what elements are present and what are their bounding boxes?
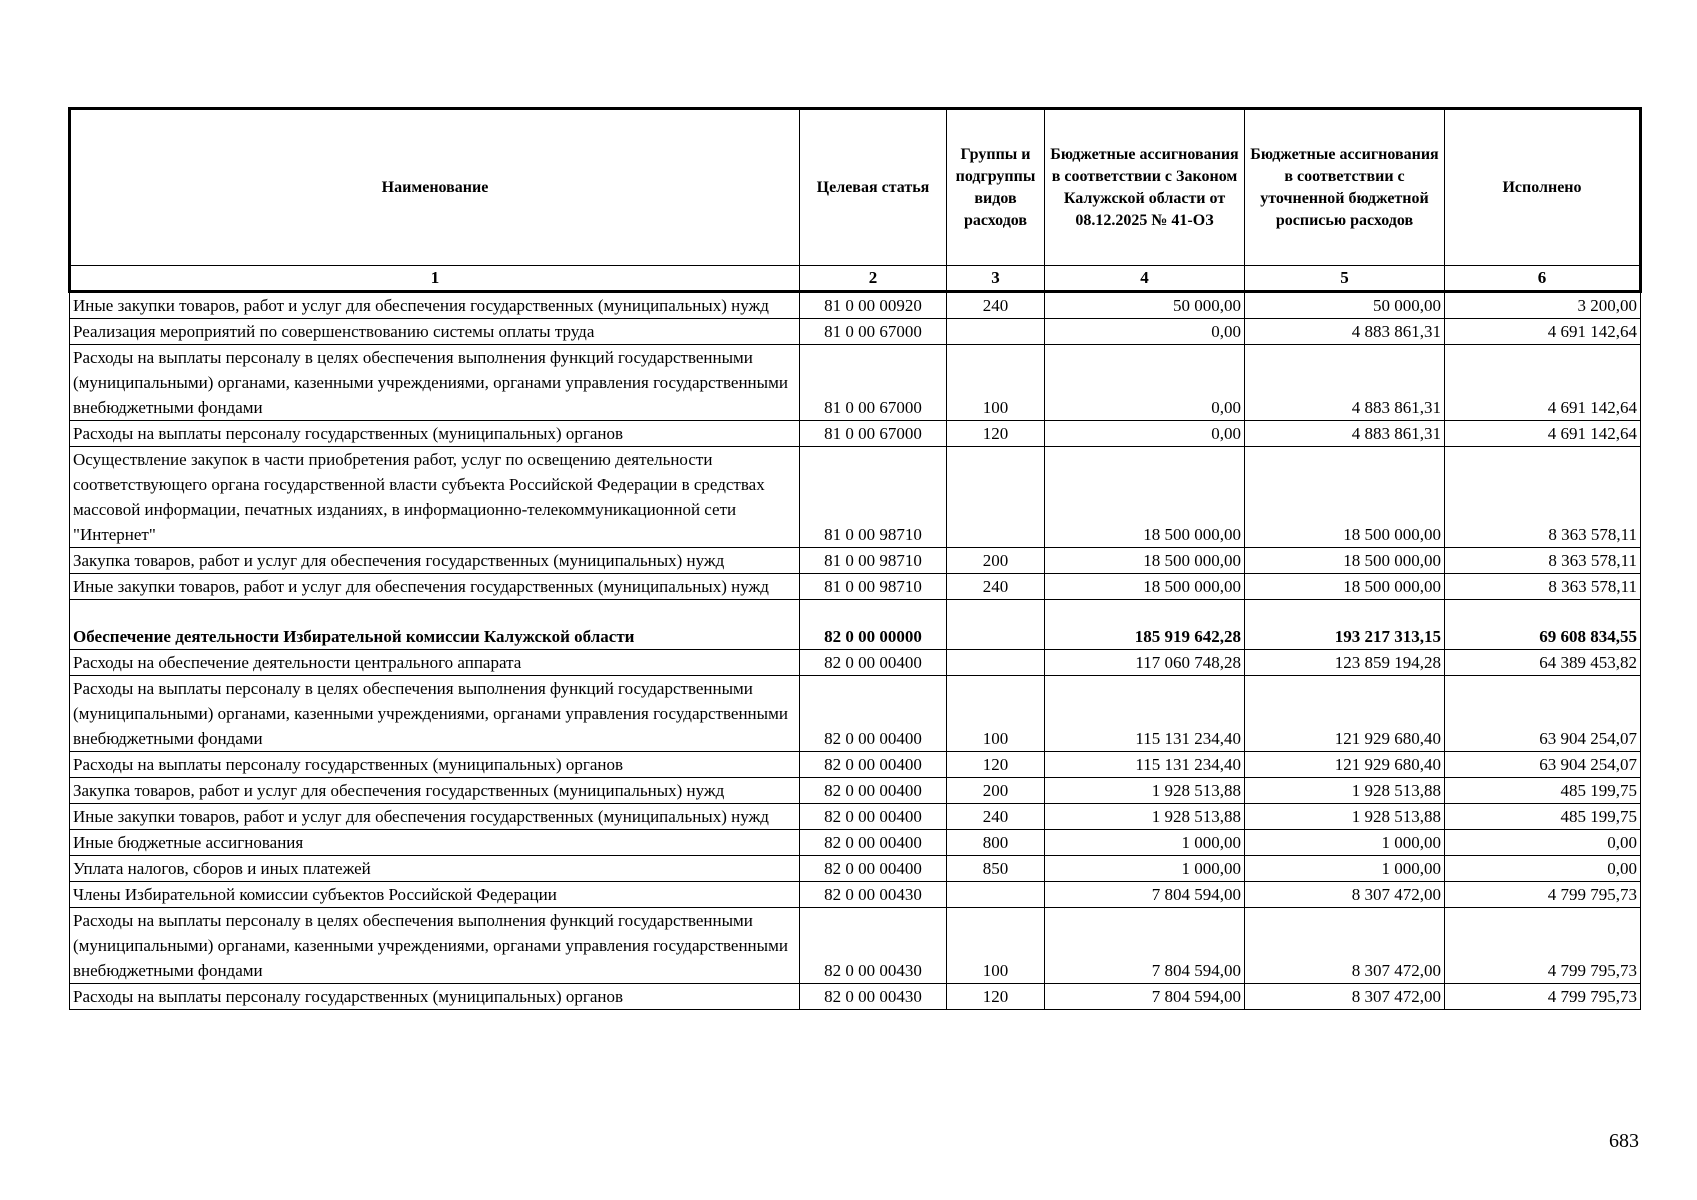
row-executed: 63 904 254,07 (1445, 676, 1641, 752)
row-law-allocation: 7 804 594,00 (1045, 882, 1245, 908)
row-revised-allocation: 18 500 000,00 (1245, 548, 1445, 574)
row-revised-allocation: 123 859 194,28 (1245, 650, 1445, 676)
table-row (70, 882, 1641, 908)
table-row (70, 752, 1641, 778)
row-executed: 4 691 142,64 (1445, 319, 1641, 345)
row-name: Закупка товаров, работ и услуг для обеспечения государственных (муниципальных) нужд (70, 778, 800, 804)
row-law-allocation: 50 000,00 (1045, 292, 1245, 319)
row-expense-group (947, 447, 1045, 548)
row-name: Расходы на выплаты персоналу государственных (муниципальных) органов (70, 421, 800, 447)
row-law-allocation: 7 804 594,00 (1045, 984, 1245, 1010)
row-target-article: 81 0 00 98710 (800, 447, 947, 548)
row-revised-allocation: 18 500 000,00 (1245, 447, 1445, 548)
row-law-allocation: 1 000,00 (1045, 856, 1245, 882)
row-law-allocation: 7 804 594,00 (1045, 908, 1245, 984)
row-expense-group (947, 650, 1045, 676)
row-law-allocation: 115 131 234,40 (1045, 752, 1245, 778)
row-executed: 4 691 142,64 (1445, 421, 1641, 447)
table-row (70, 804, 1641, 830)
row-executed: 4 691 142,64 (1445, 345, 1641, 421)
table-row (70, 830, 1641, 856)
row-name: Иные закупки товаров, работ и услуг для обеспечения государственных (муниципальных) нужд (70, 574, 800, 600)
row-target-article: 82 0 00 00400 (800, 856, 947, 882)
row-name: Расходы на выплаты персоналу в целях обеспечения выполнения функций государственными (муниципальными) органами, казенными учреждениями, органами управления государственными внебюджетными фондами (70, 908, 800, 984)
column-number: 4 (1045, 266, 1245, 292)
row-executed: 485 199,75 (1445, 804, 1641, 830)
row-revised-allocation: 4 883 861,31 (1245, 319, 1445, 345)
row-executed: 485 199,75 (1445, 778, 1641, 804)
row-target-article: 82 0 00 00430 (800, 908, 947, 984)
column-number: 1 (70, 266, 800, 292)
row-target-article: 81 0 00 67000 (800, 345, 947, 421)
budget-table-sheet (68, 107, 1639, 1010)
row-revised-allocation: 18 500 000,00 (1245, 574, 1445, 600)
column-number: 2 (800, 266, 947, 292)
row-target-article: 82 0 00 00400 (800, 752, 947, 778)
header-name: Наименование (70, 109, 800, 266)
header-expense-groups: Группы и подгруппы видов расходов (947, 109, 1045, 266)
row-revised-allocation: 121 929 680,40 (1245, 676, 1445, 752)
row-revised-allocation: 1 000,00 (1245, 856, 1445, 882)
row-target-article: 81 0 00 00920 (800, 292, 947, 319)
row-law-allocation: 18 500 000,00 (1045, 548, 1245, 574)
row-name: Реализация мероприятий по совершенствованию системы оплаты труда (70, 319, 800, 345)
column-number: 3 (947, 266, 1045, 292)
row-name: Расходы на выплаты персоналу в целях обеспечения выполнения функций государственными (муниципальными) органами, казенными учреждениями, органами управления государственными внебюджетными фондами (70, 345, 800, 421)
row-expense-group: 240 (947, 804, 1045, 830)
row-executed: 4 799 795,73 (1445, 908, 1641, 984)
row-revised-allocation: 4 883 861,31 (1245, 345, 1445, 421)
row-expense-group: 240 (947, 574, 1045, 600)
table-row (70, 778, 1641, 804)
table-row (70, 345, 1641, 421)
row-name: Иные закупки товаров, работ и услуг для обеспечения государственных (муниципальных) нужд (70, 804, 800, 830)
row-executed: 0,00 (1445, 830, 1641, 856)
row-target-article: 82 0 00 00400 (800, 778, 947, 804)
row-revised-allocation: 50 000,00 (1245, 292, 1445, 319)
table-row (70, 548, 1641, 574)
row-name: Расходы на обеспечение деятельности центрального аппарата (70, 650, 800, 676)
page-number: 683 (1609, 1130, 1639, 1152)
row-expense-group (947, 882, 1045, 908)
row-executed: 4 799 795,73 (1445, 984, 1641, 1010)
row-expense-group (947, 600, 1045, 650)
table-row (70, 319, 1641, 345)
row-revised-allocation: 1 928 513,88 (1245, 804, 1445, 830)
header-law-allocations: Бюджетные ассигнования в соответствии с Законом Калужской области от 08.12.2025 № 41-ОЗ (1045, 109, 1245, 266)
budget-execution-table (68, 107, 1642, 1010)
row-executed: 8 363 578,11 (1445, 447, 1641, 548)
table-row (70, 676, 1641, 752)
row-target-article: 82 0 00 00400 (800, 804, 947, 830)
row-name: Расходы на выплаты персоналу в целях обеспечения выполнения функций государственными (муниципальными) органами, казенными учреждениями, органами управления государственными внебюджетными фондами (70, 676, 800, 752)
row-name: Закупка товаров, работ и услуг для обеспечения государственных (муниципальных) нужд (70, 548, 800, 574)
row-revised-allocation: 8 307 472,00 (1245, 908, 1445, 984)
row-expense-group: 800 (947, 830, 1045, 856)
table-header (70, 109, 1641, 292)
row-target-article: 82 0 00 00400 (800, 676, 947, 752)
row-target-article: 82 0 00 00000 (800, 600, 947, 650)
row-law-allocation: 1 928 513,88 (1045, 804, 1245, 830)
row-target-article: 82 0 00 00400 (800, 830, 947, 856)
row-revised-allocation: 1 000,00 (1245, 830, 1445, 856)
row-executed: 4 799 795,73 (1445, 882, 1641, 908)
table-row (70, 574, 1641, 600)
row-revised-allocation: 4 883 861,31 (1245, 421, 1445, 447)
row-name: Уплата налогов, сборов и иных платежей (70, 856, 800, 882)
row-target-article: 82 0 00 00400 (800, 650, 947, 676)
row-law-allocation: 117 060 748,28 (1045, 650, 1245, 676)
row-expense-group: 200 (947, 778, 1045, 804)
row-law-allocation: 1 928 513,88 (1045, 778, 1245, 804)
row-expense-group: 100 (947, 676, 1045, 752)
row-executed: 8 363 578,11 (1445, 548, 1641, 574)
row-expense-group: 850 (947, 856, 1045, 882)
header-target-article: Целевая статья (800, 109, 947, 266)
table-row (70, 908, 1641, 984)
table-row (70, 856, 1641, 882)
row-executed: 8 363 578,11 (1445, 574, 1641, 600)
row-expense-group: 240 (947, 292, 1045, 319)
row-target-article: 82 0 00 00430 (800, 882, 947, 908)
row-executed: 63 904 254,07 (1445, 752, 1641, 778)
row-law-allocation: 0,00 (1045, 421, 1245, 447)
row-law-allocation: 115 131 234,40 (1045, 676, 1245, 752)
row-revised-allocation: 1 928 513,88 (1245, 778, 1445, 804)
row-expense-group: 100 (947, 345, 1045, 421)
row-target-article: 81 0 00 98710 (800, 548, 947, 574)
row-target-article: 82 0 00 00430 (800, 984, 947, 1010)
row-expense-group: 120 (947, 752, 1045, 778)
table-body (70, 292, 1641, 1010)
row-name: Члены Избирательной комиссии субъектов Российской Федерации (70, 882, 800, 908)
row-executed: 0,00 (1445, 856, 1641, 882)
row-name: Расходы на выплаты персоналу государственных (муниципальных) органов (70, 752, 800, 778)
header-executed: Исполнено (1445, 109, 1641, 266)
row-target-article: 81 0 00 67000 (800, 319, 947, 345)
row-law-allocation: 185 919 642,28 (1045, 600, 1245, 650)
row-revised-allocation: 193 217 313,15 (1245, 600, 1445, 650)
table-row (70, 447, 1641, 548)
row-target-article: 81 0 00 67000 (800, 421, 947, 447)
table-row (70, 292, 1641, 319)
table-row (70, 600, 1641, 650)
row-revised-allocation: 8 307 472,00 (1245, 984, 1445, 1010)
table-row (70, 650, 1641, 676)
column-number: 6 (1445, 266, 1641, 292)
row-executed: 3 200,00 (1445, 292, 1641, 319)
column-number: 5 (1245, 266, 1445, 292)
row-law-allocation: 0,00 (1045, 345, 1245, 421)
row-target-article: 81 0 00 98710 (800, 574, 947, 600)
table-row (70, 421, 1641, 447)
row-revised-allocation: 121 929 680,40 (1245, 752, 1445, 778)
row-executed: 64 389 453,82 (1445, 650, 1641, 676)
row-law-allocation: 0,00 (1045, 319, 1245, 345)
row-name: Расходы на выплаты персоналу государственных (муниципальных) органов (70, 984, 800, 1010)
table-row (70, 984, 1641, 1010)
row-expense-group (947, 319, 1045, 345)
row-name: Обеспечение деятельности Избирательной комиссии Калужской области (70, 600, 800, 650)
row-expense-group: 100 (947, 908, 1045, 984)
header-revised-allocations: Бюджетные ассигнования в соответствии с уточненной бюджетной росписью расходов (1245, 109, 1445, 266)
row-expense-group: 200 (947, 548, 1045, 574)
row-expense-group: 120 (947, 421, 1045, 447)
row-name: Иные бюджетные ассигнования (70, 830, 800, 856)
row-name: Осуществление закупок в части приобретения работ, услуг по освещению деятельности соответствующего органа государственной власти субъекта Российской Федерации в средствах массовой информации, печатных изданиях, в информационно-телекоммуникационной сети "Интернет" (70, 447, 800, 548)
row-executed: 69 608 834,55 (1445, 600, 1641, 650)
row-revised-allocation: 8 307 472,00 (1245, 882, 1445, 908)
row-name: Иные закупки товаров, работ и услуг для обеспечения государственных (муниципальных) нужд (70, 292, 800, 319)
row-expense-group: 120 (947, 984, 1045, 1010)
row-law-allocation: 18 500 000,00 (1045, 574, 1245, 600)
row-law-allocation: 1 000,00 (1045, 830, 1245, 856)
row-law-allocation: 18 500 000,00 (1045, 447, 1245, 548)
